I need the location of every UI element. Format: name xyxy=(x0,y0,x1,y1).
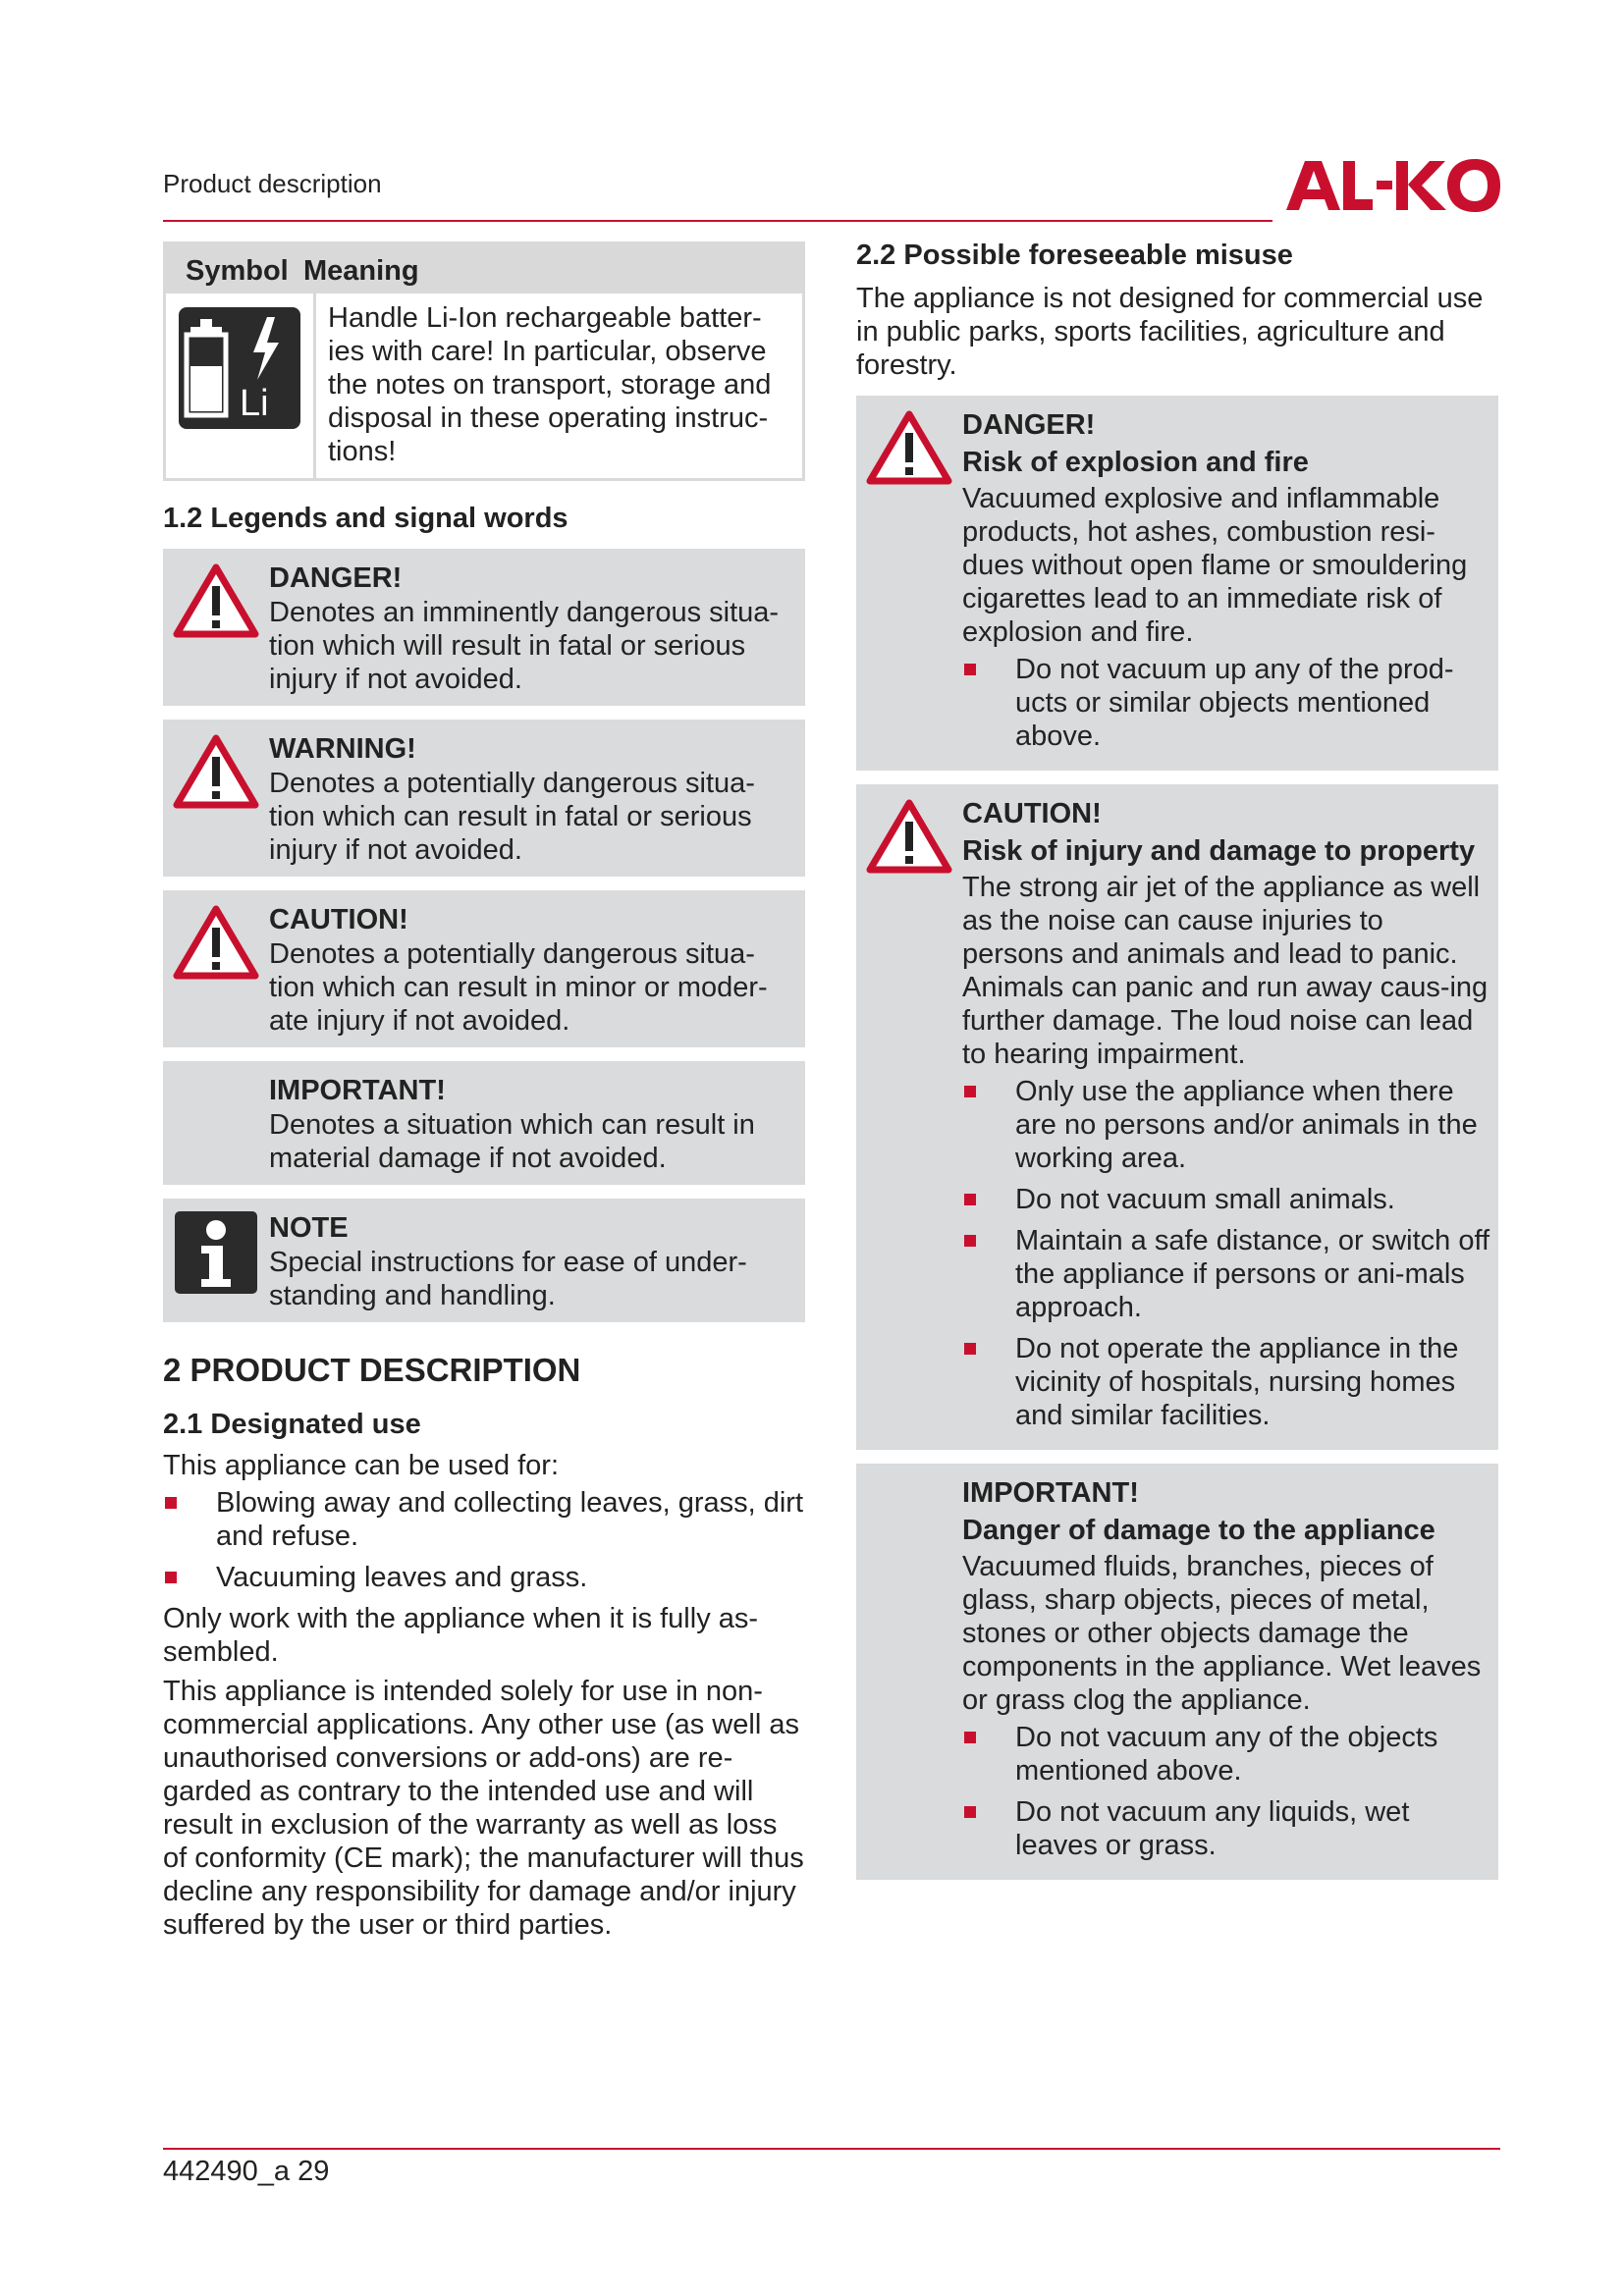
footer-rule xyxy=(163,2148,1500,2150)
list-item: Do not vacuum small animals. xyxy=(962,1183,1490,1216)
explosion-danger-box xyxy=(856,396,1498,771)
danger-text: Denotes an imminently dangerous situa-tion which will result in fatal or serious injury if not avoided. xyxy=(269,597,780,695)
header-rule xyxy=(163,220,1272,222)
explosion-danger-text: Vacuumed explosive and inflammable products, hot ashes, combustion resi-dues without open flame or smouldering cigarettes lead to an immediate risk of explosion and fire. xyxy=(962,483,1468,648)
explosion-danger-list xyxy=(962,653,1490,753)
battery-label: Li xyxy=(240,383,269,424)
symbol-meaning-text: Handle Li-Ion rechargeable batter-ies with care! In particular, observe the notes on transport, storage and disposal in these operating instruc-tions! xyxy=(328,302,772,467)
danger-box xyxy=(163,549,805,706)
running-header: Product description xyxy=(163,169,382,198)
footer-page-number: 442490_a 29 xyxy=(163,2156,330,2187)
li-ion-battery-icon xyxy=(177,305,302,431)
left-column xyxy=(163,241,805,1942)
bullet-square-icon xyxy=(165,1572,177,1583)
list-item: Do not operate the appliance in the vicinity of hospitals, nursing homes and similar facilities. xyxy=(962,1332,1490,1432)
symbol-table-header xyxy=(166,244,802,294)
injury-caution-title: CAUTION! xyxy=(962,798,1102,829)
list-item: Maintain a safe distance, or switch off the appliance if persons or ani-mals approach. xyxy=(962,1224,1490,1324)
injury-caution-subtitle: Risk of injury and damage to property xyxy=(962,835,1476,867)
list-item: Only use the appliance when there are no persons and/or animals in the working area. xyxy=(962,1075,1490,1175)
assembly-paragraph: Only work with the appliance when it is fully as-sembled. xyxy=(163,1603,759,1668)
bullet-square-icon xyxy=(964,1086,976,1097)
list-item: Vacuuming leaves and grass. xyxy=(163,1561,805,1594)
col-meaning-header: Meaning xyxy=(303,255,419,287)
caution-box xyxy=(163,890,805,1047)
appliance-damage-box xyxy=(856,1464,1498,1880)
important-title: IMPORTANT! xyxy=(269,1075,446,1106)
danger-title: DANGER! xyxy=(269,562,403,594)
important-text: Denotes a situation which can result in material damage if not avoided. xyxy=(269,1109,755,1174)
appliance-damage-subtitle: Danger of damage to the appliance xyxy=(962,1515,1435,1546)
bullet-square-icon xyxy=(964,1235,976,1247)
injury-caution-list xyxy=(962,1075,1490,1432)
warning-triangle-icon xyxy=(866,409,952,486)
col-symbol-header: Symbol xyxy=(186,255,289,287)
section-heading: 2 PRODUCT DESCRIPTION xyxy=(163,1352,581,1388)
symbol-table xyxy=(163,241,805,481)
misuse-heading: 2.2 Possible foreseeable misuse xyxy=(856,240,1293,271)
list-item: Do not vacuum any liquids, wet leaves or grass. xyxy=(962,1795,1490,1862)
designated-use-list xyxy=(163,1486,805,1594)
bullet-square-icon xyxy=(964,1194,976,1205)
misuse-intro: The appliance is not designed for commercial use in public parks, sports facilities, agriculture and forestry. xyxy=(856,283,1484,381)
note-box xyxy=(163,1199,805,1322)
list-item: Do not vacuum any of the objects mentioned above. xyxy=(962,1721,1490,1788)
important-box xyxy=(163,1061,805,1185)
list-item: Do not vacuum up any of the prod-ucts or similar objects mentioned above. xyxy=(962,653,1490,753)
warning-text: Denotes a potentially dangerous situa-tion which can result in fatal or serious injury if not avoided. xyxy=(269,768,755,866)
injury-caution-box xyxy=(856,784,1498,1450)
explosion-danger-title: DANGER! xyxy=(962,409,1096,441)
symbol-table-row xyxy=(166,294,802,478)
bullet-square-icon xyxy=(964,1806,976,1818)
right-column xyxy=(856,240,1498,1894)
warning-triangle-icon xyxy=(173,562,259,639)
bullet-square-icon xyxy=(165,1497,177,1509)
non-commercial-paragraph: This appliance is intended solely for use in non-commercial applications. Any other use (as well as unauthorised conversions or add-ons) are re-garded as contrary to the intended use and will result in exclusion of the warranty as well as loss of conformity (CE mark); the manufacturer will thus decline any responsibility for damage and/or injury suffered by the user or third parties. xyxy=(163,1676,804,1941)
note-title: NOTE xyxy=(269,1212,349,1244)
explosion-danger-subtitle: Risk of explosion and fire xyxy=(962,447,1309,478)
appliance-damage-title: IMPORTANT! xyxy=(962,1477,1139,1509)
warning-triangle-icon xyxy=(173,904,259,981)
legends-heading: 1.2 Legends and signal words xyxy=(163,503,568,534)
warning-triangle-icon xyxy=(866,798,952,875)
warning-box xyxy=(163,720,805,877)
caution-text: Denotes a potentially dangerous situa-tion which can result in minor or moder-ate injury if not avoided. xyxy=(269,938,768,1037)
designated-intro: This appliance can be used for: xyxy=(163,1450,560,1481)
warning-triangle-icon xyxy=(173,733,259,810)
designated-use-heading: 2.1 Designated use xyxy=(163,1409,421,1440)
caution-title: CAUTION! xyxy=(269,904,408,935)
appliance-damage-text: Vacuumed fluids, branches, pieces of glass, sharp objects, pieces of metal, stones or other objects damage the components in the appliance. Wet leaves or grass clog the appliance. xyxy=(962,1551,1482,1716)
info-icon xyxy=(174,1210,258,1295)
alko-logo xyxy=(1286,155,1500,216)
note-text: Special instructions for ease of under-standing and handling. xyxy=(269,1247,747,1311)
warning-title: WARNING! xyxy=(269,733,416,765)
appliance-damage-list xyxy=(962,1721,1490,1862)
list-item: Blowing away and collecting leaves, grass, dirt and refuse. xyxy=(163,1486,805,1553)
bullet-square-icon xyxy=(964,1343,976,1355)
bullet-square-icon xyxy=(964,1732,976,1743)
injury-caution-text: The strong air jet of the appliance as well as the noise can cause injuries to persons and animals and lead to panic. Animals can panic and run away caus-ing further damage. The loud noise can lead to hearing impairment. xyxy=(962,872,1489,1070)
bullet-square-icon xyxy=(964,664,976,675)
